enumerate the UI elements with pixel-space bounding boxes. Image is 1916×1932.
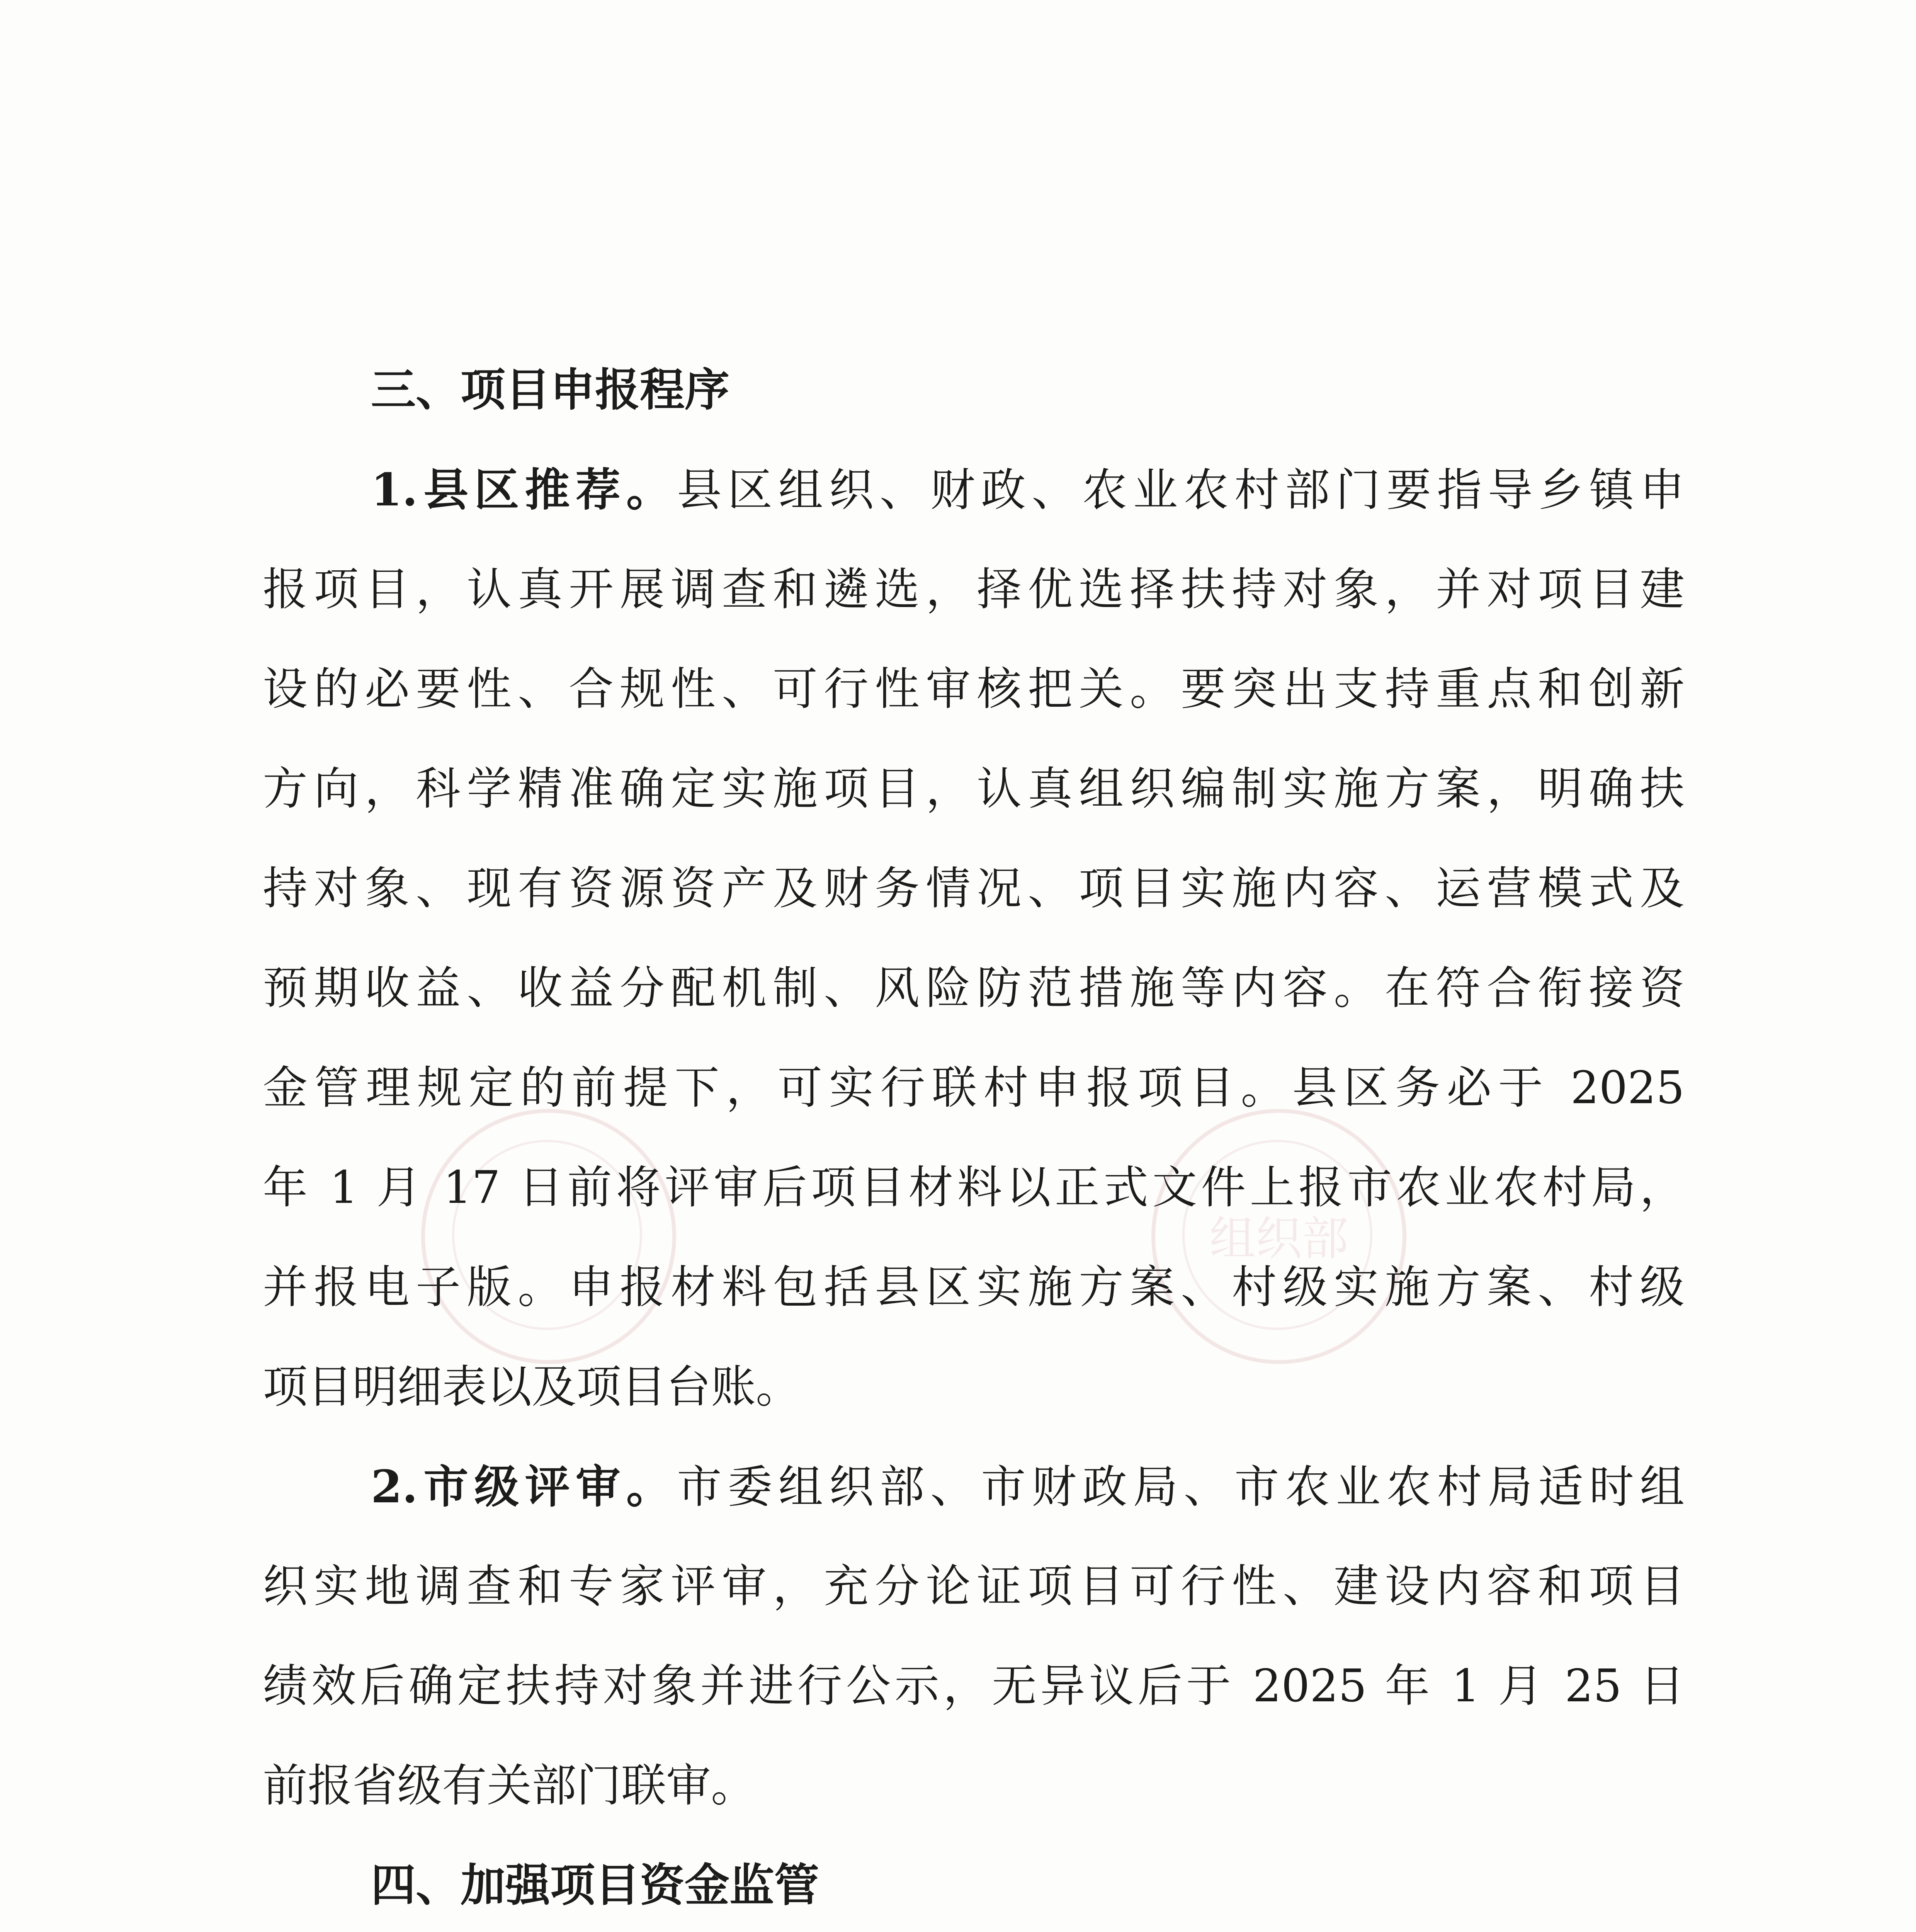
paragraph-line: 并报电子版。申报材料包括县区实施方案、村级实施方案、村级 <box>263 1261 1685 1313</box>
item-label-city-review: 2.市级评审。 <box>371 1461 677 1513</box>
paragraph-line <box>371 451 1685 529</box>
paragraph-line: 项目明细表以及项目台账。 <box>263 1361 801 1413</box>
line-text: 市委组织部、市财政局、市农业农村局适时组 <box>677 1461 1685 1513</box>
paragraph-line: 预期收益、收益分配机制、风险防范措施等内容。在符合衔接资 <box>263 962 1685 1014</box>
heading-text: 三、项目申报程序 <box>371 364 729 416</box>
paragraph-line: 持对象、现有资源资产及财务情况、项目实施内容、运营模式及 <box>263 862 1685 915</box>
paragraph-line <box>371 1448 1685 1526</box>
paragraph-line: 前报省级有关部门联审。 <box>263 1760 756 1812</box>
line-text: 县区组织、财政、农业农村部门要指导乡镇申 <box>677 464 1685 516</box>
heading-text: 四、加强项目资金监管 <box>371 1859 819 1912</box>
paragraph-line: 设的必要性、合规性、可行性审核把关。要突出支持重点和创新 <box>263 663 1685 715</box>
seal-text: 组织部 <box>1209 1212 1348 1266</box>
paragraph-line: 织实地调查和专家评审，充分论证项目可行性、建设内容和项目 <box>263 1560 1685 1612</box>
paragraph-line: 年 1 月 17 日前将评审后项目材料以正式文件上报市农业农村局， <box>263 1162 1685 1214</box>
section-heading-4 <box>371 1847 1066 1924</box>
paragraph-line: 金管理规定的前提下，可实行联村申报项目。县区务必于 2025 <box>263 1062 1685 1114</box>
section-heading-3 <box>371 352 912 429</box>
paragraph-line: 方向，科学精准确定实施项目，认真组织编制实施方案，明确扶 <box>263 763 1685 815</box>
paragraph-line: 报项目，认真开展调查和遴选，择优选择扶持对象，并对项目建 <box>263 563 1685 616</box>
paragraph-line: 绩效后确定扶持对象并进行公示，无异议后于 2025 年 1 月 25 日 <box>263 1660 1685 1712</box>
item-label-county-recommend: 1.县区推荐。 <box>371 464 677 516</box>
